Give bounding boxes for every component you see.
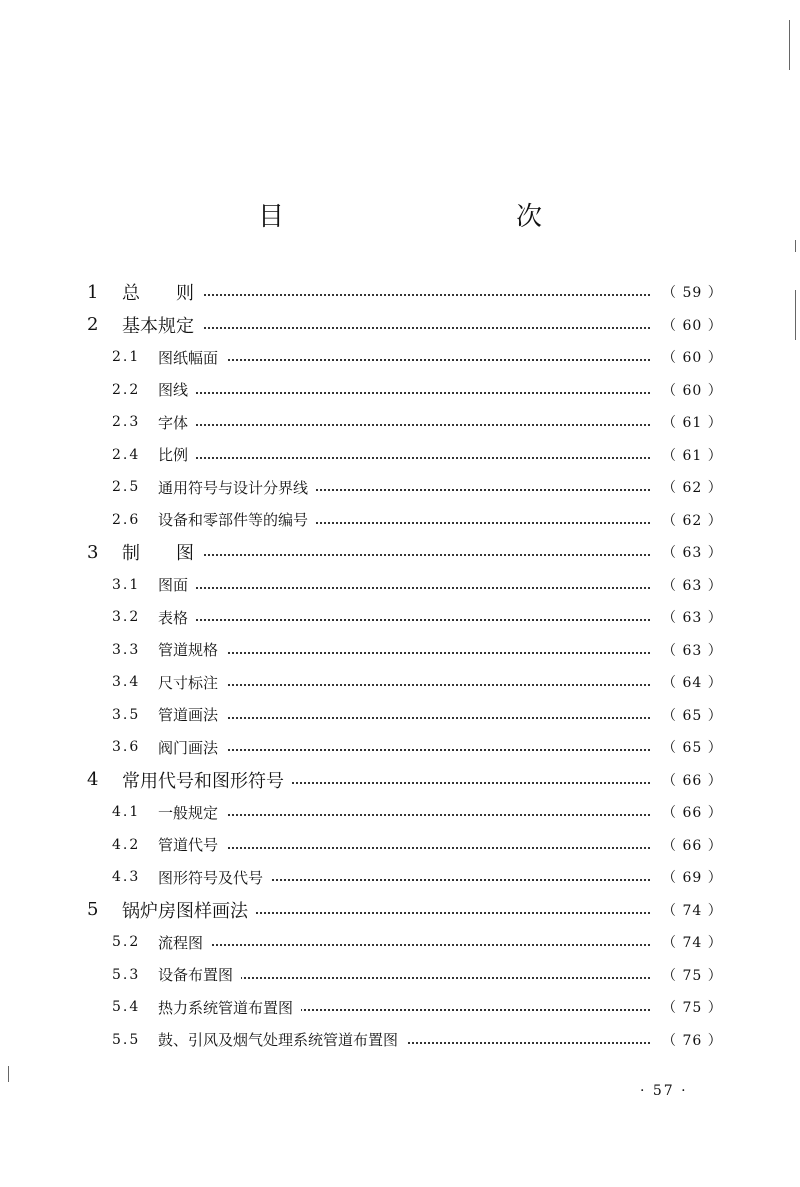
toc-entry-title: 设备和零部件等的编号: [158, 509, 316, 530]
toc-entry-number: 4.2: [112, 836, 141, 853]
toc-entry-title: 流程图: [158, 932, 211, 953]
toc-entry-number: 3.3: [112, 641, 141, 658]
toc-entry-number: 2.6: [112, 511, 141, 528]
toc-leader-dots: [160, 424, 650, 426]
toc-leader-dots: [160, 587, 650, 589]
toc-entry-page: （ 69 ）: [662, 870, 723, 886]
toc-entry-title: 总 则: [122, 279, 202, 305]
toc-entry: [0, 864, 800, 890]
toc-entry-title: 锅炉房图样画法: [122, 897, 256, 923]
toc-entry-title: 设备布置图: [158, 964, 241, 985]
toc-entry-page: （ 59 ）: [662, 285, 723, 301]
toc-entry-number: 5.4: [112, 999, 141, 1015]
toc-leader-dots: [160, 457, 650, 459]
toc-entry-title: 常用代号和图形符号: [122, 767, 292, 793]
toc-entry-page: （ 65 ）: [662, 707, 723, 724]
toc-entry-title: 图面: [158, 574, 196, 595]
toc-entry-title: 一般规定: [158, 802, 226, 823]
toc-leader-dots: [160, 717, 650, 719]
toc-leader-dots: [160, 294, 650, 296]
toc-entry-number: 3: [87, 541, 99, 563]
toc-entry: [0, 962, 800, 988]
toc-entry-page: （ 63 ）: [662, 545, 723, 561]
toc-entry-title: 图形符号及代号: [158, 867, 271, 888]
toc-entry: [0, 474, 800, 500]
toc-entry: [0, 312, 800, 338]
scan-edge-mark: [8, 1066, 9, 1082]
toc-entry: [0, 442, 800, 468]
toc-entry: [0, 799, 800, 825]
toc-entry: [0, 279, 800, 305]
toc-entry-number: 5.5: [112, 1031, 141, 1048]
toc-entry-title: 图纸幅面: [158, 347, 226, 368]
toc-leader-dots: [160, 327, 650, 329]
toc-entry: [0, 702, 800, 728]
toc-entry-page: （ 66 ）: [662, 805, 723, 821]
toc-entry-title: 制 图: [122, 539, 202, 565]
toc-entry-page: （ 74 ）: [662, 902, 723, 919]
toc-entry-number: 1: [87, 281, 99, 303]
toc-entry-page: （ 74 ）: [662, 935, 723, 951]
toc-entry-number: 4.1: [112, 804, 141, 820]
toc-entry-number: 2.5: [112, 479, 141, 495]
scan-edge-mark: [795, 290, 796, 340]
scan-edge-mark: [789, 20, 790, 70]
toc-leader-dots: [160, 392, 650, 394]
toc-leader-dots: [160, 847, 650, 849]
toc-entry: [0, 637, 800, 663]
toc-entry: [0, 344, 800, 370]
toc-entry-page: （ 66 ）: [662, 772, 723, 789]
toc-entry: [0, 377, 800, 403]
toc-entry-number: 2.3: [112, 414, 141, 430]
toc-leader-dots: [160, 749, 650, 751]
toc-leader-dots: [160, 359, 650, 361]
toc-entry-title: 通用符号与设计分界线: [158, 477, 316, 498]
toc-entry-number: 2: [87, 314, 99, 335]
toc-leader-dots: [160, 684, 650, 686]
toc-entry-number: 5.3: [112, 966, 141, 983]
toc-entry-title: 管道画法: [158, 704, 226, 725]
toc-entry: [0, 994, 800, 1020]
toc-entry-page: （ 63 ）: [662, 577, 723, 594]
toc-entry-title: 图线: [158, 379, 196, 400]
toc-entry-title: 鼓、引风及烟气处理系统管道布置图: [158, 1029, 406, 1050]
toc-leader-dots: [160, 652, 650, 654]
toc-entry-number: 3.2: [112, 609, 141, 625]
toc-entry-page: （ 63 ）: [662, 610, 723, 626]
toc-entry-title: 比例: [158, 444, 196, 465]
toc-entry-number: 3.1: [112, 576, 141, 593]
toc-entry: [0, 767, 800, 793]
toc-leader-dots: [160, 814, 650, 816]
toc-entry: [0, 604, 800, 630]
toc-entry-title: 管道代号: [158, 834, 226, 855]
toc-entry-page: （ 61 ）: [662, 415, 723, 431]
toc-entry-title: 阀门画法: [158, 737, 226, 758]
toc-entry-page: （ 63 ）: [662, 642, 723, 659]
toc-entry-title: 字体: [158, 412, 196, 433]
toc-entry-number: 5.2: [112, 934, 141, 950]
toc-entry-number: 3.5: [112, 706, 141, 723]
toc-entry-title: 管道规格: [158, 639, 226, 660]
toc-entry-page: （ 64 ）: [662, 675, 723, 691]
toc-entry-page: （ 62 ）: [662, 480, 723, 496]
toc-leader-dots: [160, 619, 650, 621]
toc-entry-number: 2.1: [112, 349, 141, 365]
toc-entry-title: 热力系统管道布置图: [158, 997, 301, 1018]
toc-entry: [0, 929, 800, 955]
toc-entry: [0, 734, 800, 760]
scan-edge-mark: [795, 240, 796, 252]
toc-entry: [0, 572, 800, 598]
toc-entry-page: （ 66 ）: [662, 837, 723, 854]
page-title: 目 次: [257, 202, 602, 232]
toc-entry-page: （ 76 ）: [662, 1032, 723, 1049]
toc-entry-page: （ 75 ）: [662, 1000, 723, 1016]
toc-entry-page: （ 60 ）: [662, 317, 723, 334]
toc-entry-page: （ 60 ）: [662, 350, 723, 366]
toc-entry-title: 尺寸标注: [158, 672, 226, 693]
toc-leader-dots: [160, 554, 650, 556]
toc-entry-number: 3.4: [112, 674, 141, 690]
toc-entry-page: （ 75 ）: [662, 967, 723, 984]
toc-entry-number: 4: [87, 769, 99, 790]
toc-entry: [0, 897, 800, 923]
toc-entry: [0, 507, 800, 533]
toc-entry: [0, 832, 800, 858]
toc-entry-page: （ 61 ）: [662, 447, 723, 464]
toc-entry: [0, 669, 800, 695]
toc-entry-number: 2.2: [112, 381, 141, 398]
toc-entry-page: （ 60 ）: [662, 382, 723, 399]
toc-entry-number: 3.6: [112, 739, 141, 755]
page-number: · 57 ·: [640, 1083, 688, 1099]
toc-entry-number: 5: [87, 899, 99, 920]
toc-entry-page: （ 65 ）: [662, 740, 723, 756]
toc-entry-number: 2.4: [112, 446, 141, 463]
toc-entry-title: 表格: [158, 607, 196, 628]
toc-entry-page: （ 62 ）: [662, 512, 723, 529]
toc-entry: [0, 539, 800, 565]
toc-entry-number: 4.3: [112, 869, 141, 885]
toc-leader-dots: [160, 944, 650, 946]
toc-entry-title: 基本规定: [122, 312, 202, 338]
toc-entry: [0, 409, 800, 435]
toc-entry: [0, 1027, 800, 1053]
